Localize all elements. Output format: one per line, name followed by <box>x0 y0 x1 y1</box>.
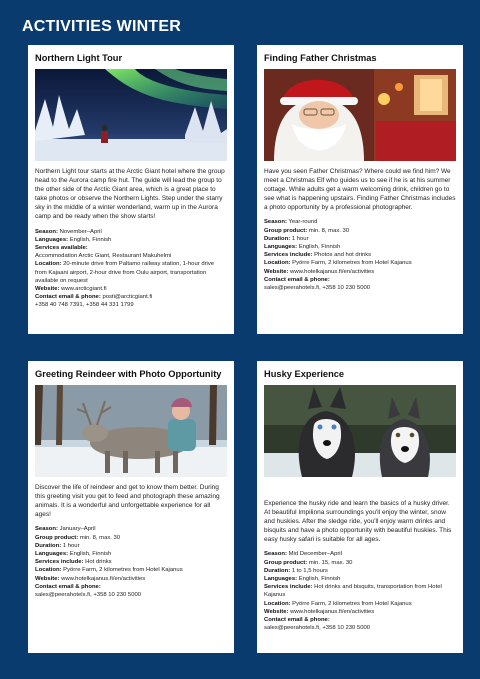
fact-contact-detail: sales@peerahotels.fi, +358 10 230 5000 <box>264 285 371 292</box>
fact-languages: Languages: English, Finnish <box>264 576 341 583</box>
page-title: ACTIVITIES WINTER <box>22 18 181 35</box>
fact-group: Group product: min. 15, max. 30 <box>264 559 353 566</box>
fact-services-detail: Accommodation Arctic Giant, Restaurant Makuhelmi <box>35 253 172 260</box>
card-facts <box>35 525 227 599</box>
card-facts <box>264 550 456 632</box>
card-title: Husky Experience <box>264 369 345 379</box>
fact-services: Services include: Hot drinks <box>35 559 112 566</box>
fact-season: Season: Mid December–April <box>264 551 342 558</box>
fact-services: Services include: Hot drinks and bisquits, transportation from Hotel Kajanus <box>264 584 442 599</box>
fact-season: Season: Year-round <box>264 219 318 226</box>
fact-services: Services available: <box>35 244 88 251</box>
card-description: Experience the husky ride and learn the basics of a husky driver. At beautiful Impilinna surroundings you'll enjoy the winter, snow and huskies. After the sledge ride, you'll enjoy warm drinks and bisquits and have a photo opportunity with beautiful huskies. This easy husky safari is suitable for all ages. <box>264 500 452 544</box>
card-husky-experience <box>257 361 463 653</box>
fact-languages: Languages: English, Finnish <box>35 236 112 243</box>
card-description: Have you seen Father Christmas? Where could we find him? We meet a Christmas Elf who guides us to see if he is at his summer cottage. While adults get a warm welcoming drink, children go to see what is happening upstairs. Finding Father Christmas includes a photo opportunity by a professional photographer. <box>264 168 456 212</box>
fact-website: Website: www.hotelkajanus.fi/en/activities <box>264 268 375 275</box>
fact-location: Location: Pyörre Farm, 2 kilometres from Hotel Kajanus <box>264 260 412 267</box>
fact-group: Group product: min. 8, max. 30 <box>264 227 350 234</box>
fact-duration: Duration: 1 hour <box>35 542 80 549</box>
fact-website: Website: www.arcticgiant.fi <box>35 285 107 292</box>
card-facts <box>35 228 227 310</box>
card-description: Discover the life of reindeer and get to know them better. During this greeting visit you get to feed and photograph these amazing animals. It is a wonderful and unforgettable experience for all ages! <box>35 484 220 519</box>
fact-languages: Languages: English, Finnish <box>264 244 341 251</box>
fact-group: Group product: min. 8, max. 30 <box>35 534 121 541</box>
card-facts <box>264 218 456 292</box>
fact-website: Website: www.hotelkajanus.fi/en/activities <box>264 608 375 615</box>
fact-website: Website: www.hotelkajanus.fi/en/activities <box>35 575 146 582</box>
fact-location: Location: 20-minute drive from Paltamo railway station, 1-hour drive from Kajaani airport, 2-hour drive from Oulu airport, transportation available on request <box>35 261 215 284</box>
reindeer-photo <box>35 385 227 477</box>
fact-contact: Contact email & phone: posti@arcticgiant.fi <box>35 294 153 301</box>
fact-duration: Duration: 1 hour <box>264 235 309 242</box>
card-northern-light-tour <box>28 45 234 334</box>
northern-lights-photo <box>35 69 227 161</box>
fact-services: Services include: Photos and hot drinks <box>264 252 372 259</box>
fact-contact: Contact email & phone: <box>264 617 330 624</box>
card-title: Finding Father Christmas <box>264 53 377 63</box>
card-description: Northern Light tour starts at the Arctic Giant hotel where the group head to the Aurora camp fire hut. The guide will lead the group to the other side of the Arctic Giant area, which is a great place to take photos or observe the Northern Lights. Step under the starry sky in the middle of a winter wonderland, warm up in the Aurora camp and be ready when the show starts! <box>35 168 225 221</box>
husky-photo <box>264 385 456 477</box>
father-christmas-photo <box>264 69 456 161</box>
card-title: Northern Light Tour <box>35 53 123 63</box>
fact-contact-detail: sales@peerahotels.fi, +358 10 230 5000 <box>35 592 142 598</box>
fact-season: Season: January–April <box>35 526 96 533</box>
fact-languages: Languages: English, Finnish <box>35 550 112 557</box>
fact-location: Location: Pyörre Farm, 2 kilometres from Hotel Kajanus <box>35 567 183 574</box>
card-title: Greeting Reindeer with Photo Opportunity <box>35 369 222 379</box>
fact-contact-detail: sales@peerahotels.fi, +358 10 230 5000 <box>264 625 371 632</box>
fact-contact: Contact email & phone: <box>35 583 101 590</box>
fact-location: Location: Pyörre Farm, 2 kilometres from Hotel Kajanus <box>264 600 412 607</box>
card-finding-father-christmas <box>257 45 463 334</box>
fact-phone: +358 40 748 7391, +358 44 331 1799 <box>35 302 134 309</box>
fact-season: Season: November–April <box>35 228 102 235</box>
fact-contact: Contact email & phone: <box>264 276 330 283</box>
fact-duration: Duration: 1 to 1,5 hours <box>264 567 328 574</box>
card-greeting-reindeer <box>28 361 234 653</box>
